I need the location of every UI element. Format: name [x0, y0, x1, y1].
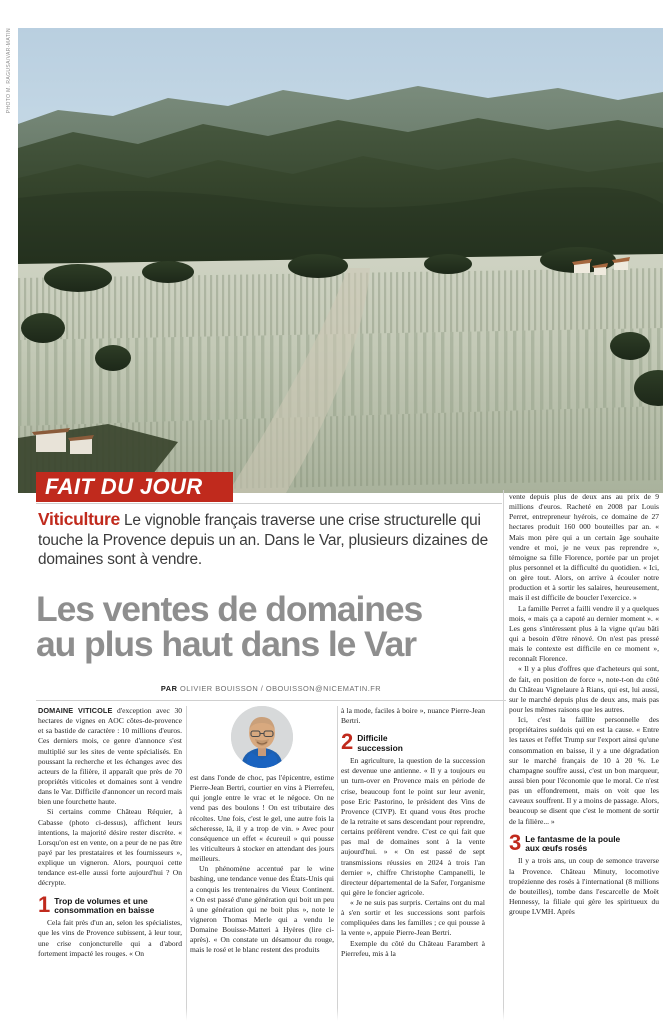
photo-credit-text: PHOTO M. RAGUSA/VAR-MATIN	[6, 28, 12, 114]
paragraph: « Je ne suis pas surpris. Certains ont du mal à s'en sortir et les successions sont parfois compliquées dans les familles ; ce qui pousse à la vente », appuie Pierre-Jean Bertri.	[341, 898, 485, 938]
section-heading-3	[509, 829, 659, 855]
column-rule-3	[503, 490, 504, 1024]
body-column-1	[38, 706, 182, 959]
section-title-line-2: consommation en baisse	[54, 904, 155, 915]
column-rule-1	[186, 706, 187, 1024]
section-title-line-2: aux œufs rosés	[525, 843, 588, 854]
section-title	[54, 896, 154, 916]
paragraph: Un phénomène accentué par le wine bashing, une tendance venue des États-Unis qui a conquis les trentenaires du Vieux Continent. « On est passé d'une génération qui boit un peu à une génération qui ne boit plus », note le vigneron Thomas Merle qui a vendu le Domaine Bouisse-Matteri à Hyères (lire ci-après). « On constate un désamour du rouge, mais le rosé et le blanc restent des produits	[190, 864, 334, 955]
paragraph: Cela fait près d'un an, selon les spécialistes, que les vins de Provence subissent, à leur tour, une crise conjoncturelle qui a d'abord fortement impacté les rouges. « On	[38, 918, 182, 958]
section-heading-2	[341, 729, 485, 755]
body-top-rule	[36, 700, 506, 701]
paragraph: Exemple du côté du Château Farambert à Pierrefeu, mis à la	[341, 938, 485, 958]
paragraph: vente depuis plus de deux ans au prix de 9 millions d'euros. Racheté en 2008 par Louis Perret, entrepreneur hyérois, ce domaine de 27 hectares produit 160 000 bouteilles par an. « Mais mon père qui a un certain âge souhaite vendre et moi, je ne veux pas reprendre », témoigne sa fille Florence, portée par un projet plus personnel et la difficulté du quotidien. « Ici, on gère tout. Alors, on arrive à écouler notre production et à sortir les salaires, heureusement, mais il est difficile de boucler l'exercice. »	[509, 492, 659, 603]
column-rule-2	[337, 706, 338, 1024]
dropcap-lead: DOMAINE VITICOLE	[38, 706, 113, 715]
paragraph: est dans l'onde de choc, pas l'épicentre, estime Pierre-Jean Bertri, courtier en vins à Pierrefeu, qui jongle entre le vrac et le négoce. On ne vend pas des boulons ! On est tributaire des récoltes. Une fois, c'est le gel, une autre fois la sécheresse, là, il y a trop de vin. » Avec pour conséquence un effet « écureuil » qui pousse les viticulteurs à stocker en attendant des jours meilleurs.	[190, 773, 334, 864]
section-title-line-1: Le fantasme de la poule	[525, 833, 621, 844]
paragraph: En agriculture, la question de la succession est devenue une antienne. « Il y a toujours eu un turn-over en Provence mais en période de crise, beaucoup font le point sur leur avenir, pose Eric Pastorino, le président des Vins de Provence (CIVP). Et quand vous êtes proche de la retraite et sans descendant pour reprendre, certains préfèrent vendre. C'est ce qui fait que pas mal de domaines sont à la vente aujourd'hui. » « On est passé de sept transmissions réussies en 2024 à trois l'an dernier », chiffre Christophe Campanelli, le directeur départemental de la Safer, l'organisme qui gère le foncier agricole.	[341, 756, 485, 897]
byline-author: OLIVIER BOUISSON / OBOUISSON@NICEMATIN.FR	[177, 684, 382, 693]
section-number: 2	[341, 729, 354, 755]
paragraph: « Il y a plus d'offres que d'acheteurs qui sont, de fait, en position de force », note-t-on du côté du Château Vignelaure à Rians, qui est, lui aussi, sur le marché depuis plus de deux ans, mais pas pour les mêmes raisons que les autres.	[509, 664, 659, 714]
section-number: 3	[509, 829, 522, 855]
byline	[36, 684, 506, 693]
lead-photo	[18, 28, 663, 493]
lead-photo-image	[18, 28, 663, 493]
section-number: 1	[38, 891, 51, 917]
section-title-line-1: Difficile	[357, 733, 388, 744]
photo-credit	[2, 28, 16, 148]
standfirst-kicker: Viticulture	[38, 509, 120, 529]
standfirst	[38, 508, 506, 570]
section-title	[357, 733, 403, 753]
page-bottom-fade	[0, 1008, 663, 1024]
portrait-avatar	[231, 706, 293, 768]
body-column-2	[190, 706, 334, 956]
section-title-line-1: Trop de volumes et une	[54, 895, 148, 906]
section-title	[525, 834, 620, 854]
standfirst-text: Le vignoble français traverse une crise structurelle qui touche la Provence depuis un an. Dans le Var, plusieurs dizaines de domaines sont à vendre.	[38, 512, 489, 569]
paragraph: Ici, c'est la faillite personnelle des propriétaires suédois qui en est la cause. « Entre les taxes et l'effet Trump sur l'export ainsi qu'une consommation en baisse, il y a une dégradation sur le marché français de 10 à 20 %. Le champagne souffre aussi, c'est un bon marqueur, aussi bien pour l'économie que le moral. Ce n'est pas un effondrement, mais on voit que les caveaux souffrent. Il y a moins de passage. Alors, beaucoup se disent que c'est le moment de sortir de la filière... »	[509, 715, 659, 826]
body-column-3	[341, 706, 485, 959]
banner-rule	[36, 503, 502, 504]
headline-line-1: Les ventes de domaines	[36, 588, 423, 629]
page-title	[36, 588, 506, 664]
byline-prefix: PAR	[160, 684, 178, 693]
paragraph-text: d'exception avec 30 hectares de vignes en AOC côtes-de-provence et sa bastide de caractère : 10 millions d'euros. Ces derniers mois, ce genre d'annonce s'est multiplié sur les sites de vente spécialisés. En poussant la recherche et les échanges avec des acteurs de la filière, il apparaît que près de 70 propriétés viticoles et domaines sont à vendre dans le Var. Difficile d'annoncer un record mais bien une fourchette haute.	[38, 706, 183, 807]
paragraph	[38, 706, 182, 807]
section-banner-label: FAIT DU JOUR	[45, 474, 203, 499]
paragraph: La famille Perret a failli vendre il y a quelques mois, « mais ça a capoté au dernier moment ». « Les gens s'intéressent plus à la vigne qu'au bâti qui a besoin d'être rénové. On n'est pas pressé mais le contexte est difficile en ce moment », reconnaît Florence.	[509, 603, 659, 664]
paragraph: à la mode, faciles à boire », nuance Pierre-Jean Bertri.	[341, 706, 485, 726]
headline-line-2: au plus haut dans le Var	[36, 623, 416, 664]
paragraph: Il y a trois ans, un coup de semonce traverse la Provence. Château Minuty, locomotive tropézienne des rosés à l'international (8 millions de bouteilles), tombe dans l'escarcelle de Moët Hennessy, la filiale qui gère les spiritueux du groupe LVMH. Après	[509, 856, 659, 917]
avatar	[231, 706, 293, 768]
section-heading-1	[38, 891, 182, 917]
section-banner	[36, 472, 233, 502]
section-title-line-2: succession	[357, 742, 403, 753]
paragraph: Si certains comme Château Réquier, à Cabasse (photo ci-dessus), affichent leurs intentions, la majorité désire rester discrète. « Lorsqu'on est en vente, on a peur de ne pas être payé par les prestataires et les fournisseurs », explique un vigneron. Alors, pourquoi cette tendance est-elle aussi forte aujourd'hui ? On décrypte.	[38, 807, 182, 888]
body-column-4	[509, 492, 659, 917]
